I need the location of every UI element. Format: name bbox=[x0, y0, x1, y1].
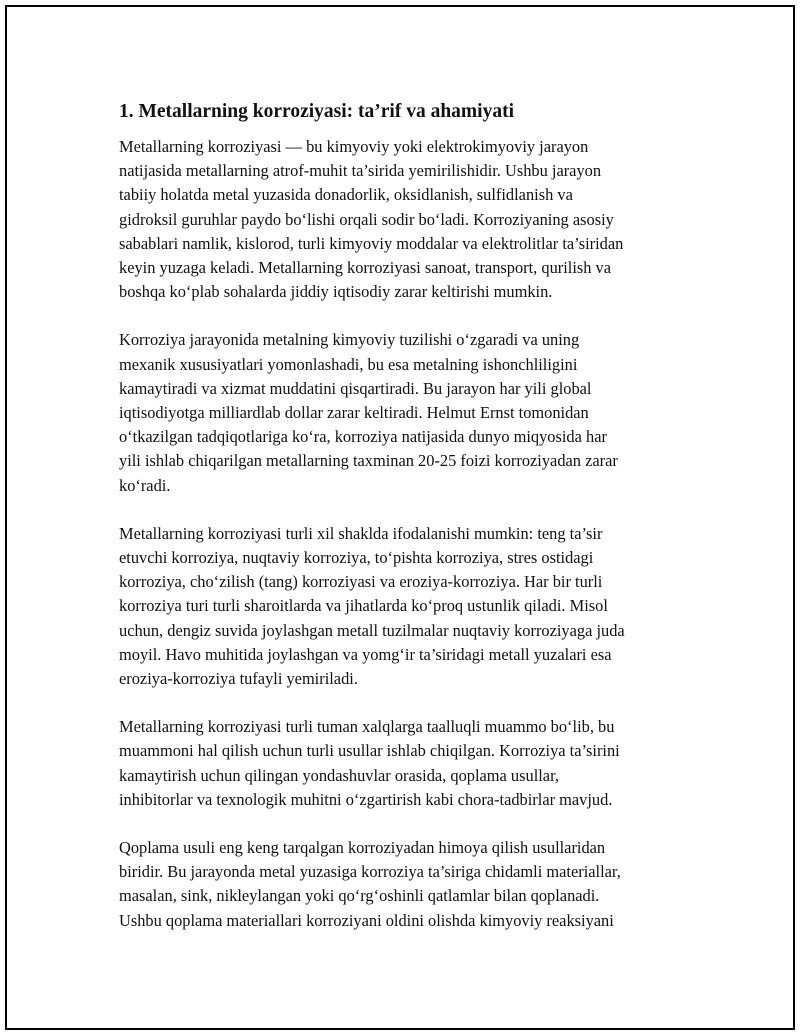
text-line: kamaytirish uchun qilingan yondashuvlar orasida, qoplama usullar, bbox=[119, 765, 559, 785]
text-line: ko‘radi. bbox=[119, 475, 171, 495]
text-line: biridir. Bu jarayonda metal yuzasiga korroziya ta’siriga chidamli materiallar, bbox=[119, 862, 621, 882]
text-line: mexanik xususiyatlari yomonlashadi, bu esa metalning ishonchliligini bbox=[119, 354, 578, 374]
text-line: Ushbu qoplama materiallari korroziyani oldini olishda kimyoviy reaksiyani bbox=[119, 910, 614, 930]
text-line: Metallarning korroziyasi turli xil shaklda ifodalanishi mumkin: teng ta’sir bbox=[119, 523, 603, 543]
text-line: tabiiy holatda metal yuzasida donadorlik, oksidlanish, sulfidlanish va bbox=[119, 185, 573, 205]
paragraph-corrosion-types bbox=[119, 522, 699, 691]
text-line: Korroziya jarayonida metalning kimyoviy tuzilishi o‘zgaradi va uning bbox=[119, 330, 580, 350]
text-line: moyil. Havo muhitida joylashgan va yomg‘ir ta’siridagi metall yuzalari esa bbox=[119, 644, 612, 664]
text-line: etuvchi korroziya, nuqtaviy korroziya, to‘pishta korroziya, stres ostidagi bbox=[119, 548, 594, 568]
paragraph-economic-impact bbox=[119, 328, 699, 497]
text-line: iqtisodiyotga milliardlab dollar zarar keltiradi. Helmut Ernst tomonidan bbox=[119, 403, 589, 423]
text-line: kamaytiradi va xizmat muddatini qisqartiradi. Bu jarayon har yili global bbox=[119, 378, 592, 398]
text-line: muammoni hal qilish uchun turli usullar ishlab chiqilgan. Korroziya ta’sirini bbox=[119, 741, 620, 761]
text-line: korroziya, cho‘zilish (tang) korroziyasi va eroziya-korroziya. Har bir turli bbox=[119, 572, 603, 592]
text-line: gidroksil guruhlar paydo bo‘lishi orqali sodir bo‘ladi. Korroziyaning asosiy bbox=[119, 209, 614, 229]
text-line: natijasida metallarning atrof-muhit ta’sirida yemirilishidir. Ushbu jarayon bbox=[119, 161, 602, 181]
text-line: masalan, sink, nikleylangan yoki qo‘rg‘oshinli qatlamlar bilan qoplanadi. bbox=[119, 886, 600, 906]
text-line: Qoplama usuli eng keng tarqalgan korroziyadan himoya qilish usullaridan bbox=[119, 838, 606, 858]
text-line: eroziya-korroziya tufayli yemiriladi. bbox=[119, 669, 358, 689]
text-line: boshqa ko‘plab sohalarda jiddiy iqtisodiy zarar keltirishi mumkin. bbox=[119, 282, 553, 302]
text-line: korroziya turi turli sharoitlarda va jihatlarda ko‘proq ustunlik qiladi. Misol bbox=[119, 596, 608, 616]
page-frame bbox=[5, 5, 795, 1030]
paragraph-protection-methods bbox=[119, 715, 699, 812]
paragraph-definition bbox=[119, 135, 699, 304]
text-line: yili ishlab chiqarilgan metallarning taxminan 20-25 foizi korroziyadan zarar bbox=[119, 451, 618, 471]
text-line: Metallarning korroziyasi turli tuman xalqlarga taalluqli muammo bo‘lib, bu bbox=[119, 717, 615, 737]
text-line: uchun, dengiz suvida joylashgan metall tuzilmalar nuqtaviy korroziyaga juda bbox=[119, 620, 625, 640]
text-line: o‘tkazilgan tadqiqotlariga ko‘ra, korroziya natijasida dunyo miqyosida har bbox=[119, 427, 607, 447]
text-line: Metallarning korroziyasi — bu kimyoviy yoki elektrokimyoviy jarayon bbox=[119, 137, 589, 156]
paragraph-coating-method bbox=[119, 836, 699, 933]
text-line: inhibitorlar va texnologik muhitni o‘zgartirish kabi chora-tadbirlar mavjud. bbox=[119, 789, 613, 809]
text-line: sabablari namlik, kislorod, turli kimyoviy moddalar va elektrolitlar ta’siridan bbox=[119, 233, 624, 253]
document-body bbox=[119, 97, 699, 957]
section-heading: 1. Metallarning korroziyasi: ta’rif va ahamiyati bbox=[119, 101, 514, 122]
text-line: keyin yuzaga keladi. Metallarning korroziyasi sanoat, transport, qurilish va bbox=[119, 258, 612, 278]
